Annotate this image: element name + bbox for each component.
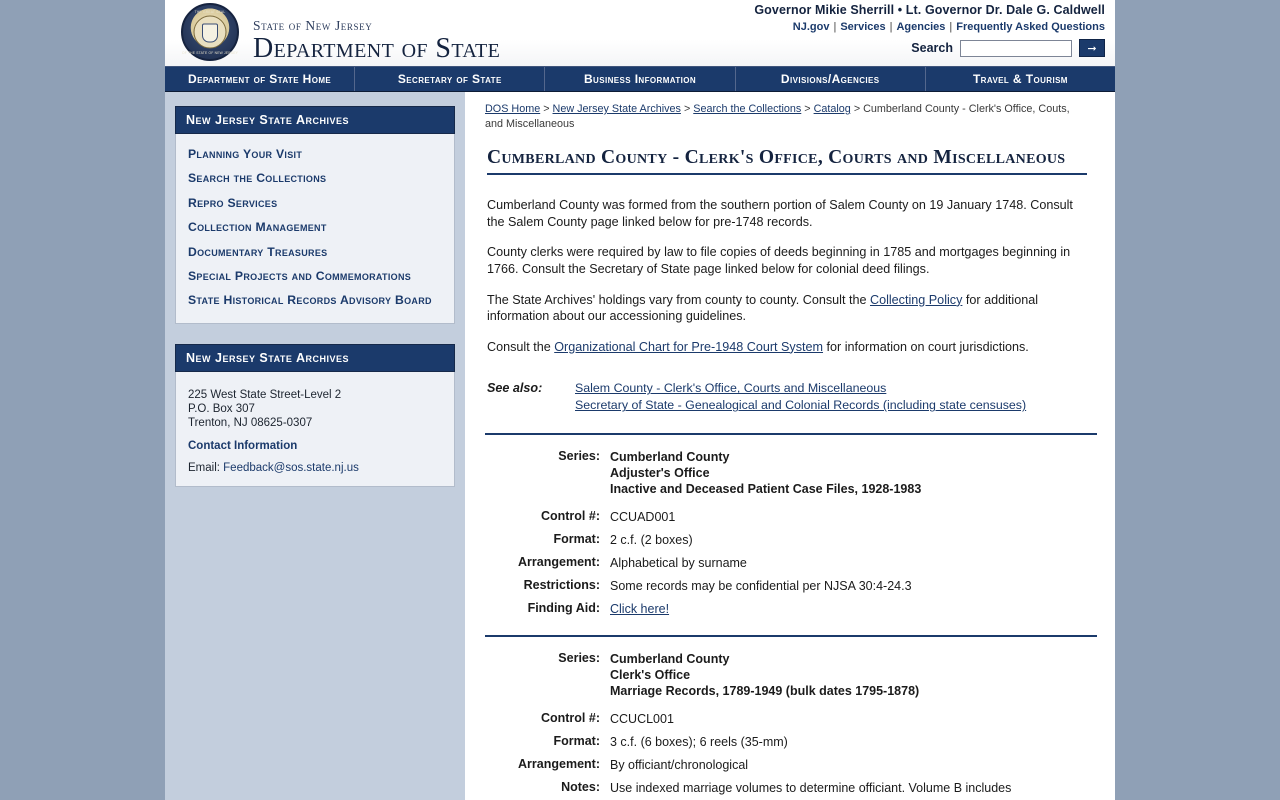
series-line-1: Cumberland County bbox=[610, 450, 730, 465]
record-field-row bbox=[485, 555, 1097, 571]
field-value-arrangement: Alphabetical by surname bbox=[610, 556, 747, 571]
field-label-control: Control #: bbox=[540, 711, 600, 726]
breadcrumb-link-state-archives[interactable]: New Jersey State Archives bbox=[552, 103, 681, 115]
page-title: Cumberland County - Clerk's Office, Courts and Miscellaneous bbox=[487, 147, 1066, 169]
email-link[interactable]: Feedback@sos.state.nj.us bbox=[223, 461, 359, 474]
record-entry bbox=[485, 651, 1097, 796]
intro-paragraph-4 bbox=[487, 339, 1087, 356]
record-series-row bbox=[485, 449, 1097, 497]
record-field-row bbox=[485, 578, 1097, 594]
search-area bbox=[911, 39, 1105, 57]
utility-links bbox=[793, 21, 1105, 33]
utility-link-services[interactable]: Services bbox=[840, 21, 886, 33]
search-label: Search bbox=[911, 41, 953, 55]
address-line-3: Trenton, NJ 08625-0307 bbox=[188, 416, 313, 429]
record-field-row bbox=[485, 509, 1097, 525]
see-also-link-secretary-of-state[interactable]: Secretary of State - Genealogical and Colonial Records (including state censuses) bbox=[575, 398, 1027, 413]
breadcrumb-current: Cumberland County - Clerk's Office, Couts, and Miscellaneous bbox=[485, 103, 1070, 130]
field-value-control: CCUAD001 bbox=[610, 510, 676, 525]
series-line-2: Adjuster's Office bbox=[610, 466, 710, 481]
series-line-3: Inactive and Deceased Patient Case Files, 1928-1983 bbox=[610, 482, 922, 497]
nav-item-travel-tourism[interactable]: Travel & Tourism bbox=[972, 72, 1068, 86]
field-label-arrangement: Arrangement: bbox=[518, 555, 600, 570]
field-label-finding-aid: Finding Aid: bbox=[527, 601, 600, 616]
breadcrumb-separator: > bbox=[683, 103, 691, 115]
intro-paragraph-1: Cumberland County was formed from the southern portion of Salem County on 19 January 1748. Consult the Salem County page linked below for pre-1748 records. bbox=[487, 198, 1073, 229]
paragraph4-before: Consult the bbox=[487, 339, 555, 354]
record-field-row bbox=[485, 757, 1097, 773]
collecting-policy-link[interactable]: Collecting Policy bbox=[869, 292, 963, 307]
email-label: Email: bbox=[188, 461, 220, 474]
record-entry bbox=[485, 449, 1097, 617]
intro-paragraph-2: County clerks were required by law to file copies of deeds beginning in 1785 and mortgages beginning in 1766. Consult the Secretary of State page linked below for colonial deed filings. bbox=[487, 245, 1071, 276]
breadcrumb bbox=[485, 102, 1085, 131]
seal-top-text: THE GREAT SEAL bbox=[194, 10, 226, 14]
sidebar-item-collection-management[interactable]: Collection Management bbox=[188, 220, 327, 235]
department-line: Department of State bbox=[253, 33, 501, 64]
nav-item-divisions-agencies[interactable]: Divisions/Agencies bbox=[736, 67, 926, 91]
series-value bbox=[610, 449, 921, 497]
field-value-restrictions: Some records may be confidential per NJSA 30:4-24.3 bbox=[610, 579, 912, 594]
sidebar-item-documentary-treasures[interactable]: Documentary Treasures bbox=[188, 244, 328, 259]
series-line-3: Marriage Records, 1789-1949 (bulk dates 1795-1878) bbox=[610, 684, 920, 699]
field-value-control: CCUCL001 bbox=[610, 712, 674, 727]
paragraph3-after: for additional information about our accessioning guidelines. bbox=[487, 292, 1039, 324]
record-field-row bbox=[485, 780, 1097, 796]
see-also-section bbox=[487, 381, 1097, 415]
series-line-1: Cumberland County bbox=[610, 652, 730, 667]
sidebar-contact-body bbox=[175, 372, 455, 487]
sidebar bbox=[165, 92, 465, 800]
series-value bbox=[610, 651, 919, 699]
record-field-row bbox=[485, 601, 1097, 617]
sidebar-item-planning-your-visit[interactable]: Planning Your Visit bbox=[188, 147, 303, 161]
breadcrumb-link-catalog[interactable]: Catalog bbox=[813, 103, 851, 115]
series-label: Series: bbox=[558, 449, 600, 464]
field-value-arrangement: By officiant/chronological bbox=[610, 758, 749, 773]
main-navigation bbox=[165, 66, 1115, 92]
utility-link-agencies[interactable]: Agencies bbox=[896, 21, 946, 33]
field-value-notes: Use indexed marriage volumes to determine officiant. Volume B includes bbox=[610, 781, 1012, 796]
paragraph4-after: for information on court jurisdictions. bbox=[823, 339, 1029, 354]
sidebar-nav-title: New Jersey State Archives bbox=[175, 106, 455, 134]
utility-sep: | bbox=[949, 21, 953, 33]
record-field-row bbox=[485, 711, 1097, 727]
record-series-row bbox=[485, 651, 1097, 699]
title-divider bbox=[487, 173, 1087, 175]
field-value-format: 2 c.f. (2 boxes) bbox=[610, 533, 693, 548]
sidebar-item-search-the-collections[interactable]: Search the Collections bbox=[188, 171, 327, 186]
email-row bbox=[176, 456, 454, 476]
sidebar-item-special-projects[interactable]: Special Projects and Commemorations bbox=[188, 268, 412, 283]
state-line: State of New Jersey bbox=[253, 18, 373, 33]
nav-item-dos-home[interactable]: Department of State Home bbox=[165, 67, 355, 91]
seal-bottom-text: OF THE STATE OF NEW JERSEY bbox=[181, 51, 239, 55]
sidebar-contact-panel bbox=[175, 344, 455, 487]
nav-item-secretary-of-state[interactable]: Secretary of State bbox=[355, 67, 545, 91]
field-label-notes: Notes: bbox=[561, 780, 600, 795]
site-title[interactable] bbox=[253, 18, 500, 64]
breadcrumb-separator: > bbox=[804, 103, 811, 115]
record-divider bbox=[485, 635, 1097, 637]
breadcrumb-separator: > bbox=[543, 103, 550, 115]
see-also-links bbox=[575, 381, 1026, 415]
series-line-2: Clerk's Office bbox=[610, 668, 691, 683]
field-value-format: 3 c.f. (6 boxes); 6 reels (35-mm) bbox=[610, 735, 788, 750]
address-block bbox=[176, 380, 454, 432]
state-seal-icon bbox=[181, 3, 239, 61]
address-line-1: 225 West State Street-Level 2 bbox=[188, 388, 342, 401]
address-line-2: P.O. Box 307 bbox=[188, 402, 255, 415]
search-submit-button[interactable]: ➞ bbox=[1079, 39, 1105, 57]
field-label-format: Format: bbox=[553, 532, 600, 547]
finding-aid-link[interactable]: Click here! bbox=[610, 602, 670, 617]
record-divider bbox=[485, 433, 1097, 435]
utility-sep: | bbox=[889, 21, 893, 33]
breadcrumb-separator: > bbox=[853, 103, 861, 115]
search-input[interactable] bbox=[960, 40, 1072, 57]
field-label-control: Control #: bbox=[540, 509, 600, 524]
field-label-arrangement: Arrangement: bbox=[518, 757, 600, 772]
utility-link-njgov[interactable]: NJ.gov bbox=[792, 21, 830, 33]
record-field-row bbox=[485, 532, 1097, 548]
page-body bbox=[165, 92, 1115, 800]
see-also-link-salem-county[interactable]: Salem County - Clerk's Office, Courts and Miscellaneous bbox=[575, 381, 887, 396]
field-value-finding-aid bbox=[610, 601, 669, 617]
record-field-row bbox=[485, 734, 1097, 750]
nav-item-business-information[interactable]: Business Information bbox=[545, 67, 735, 91]
sidebar-nav-list bbox=[175, 134, 455, 324]
sidebar-item-repro-services[interactable]: Repro Services bbox=[188, 195, 278, 210]
paragraph3-before: The State Archives' holdings vary from county to county. Consult the bbox=[487, 292, 870, 307]
series-label: Series: bbox=[558, 651, 600, 666]
sidebar-item-shrab[interactable]: State Historical Records Advisory Board bbox=[188, 293, 432, 308]
breadcrumb-link-search-collections[interactable]: Search the Collections bbox=[693, 103, 802, 115]
utility-link-faq[interactable]: Frequently Asked Questions bbox=[956, 21, 1105, 33]
see-also-label: See also: bbox=[487, 381, 543, 396]
main-content bbox=[465, 92, 1115, 800]
field-label-format: Format: bbox=[553, 734, 600, 749]
breadcrumb-link-dos-home[interactable]: DOS Home bbox=[485, 103, 541, 115]
org-chart-link[interactable]: Organizational Chart for Pre-1948 Court System bbox=[554, 339, 824, 354]
site-header bbox=[165, 0, 1115, 66]
governor-line: Governor Mikie Sherrill • Lt. Governor Dr. Dale G. Caldwell bbox=[754, 3, 1105, 17]
intro-paragraph-3 bbox=[487, 292, 1087, 325]
utility-sep: | bbox=[833, 21, 837, 33]
site-shell bbox=[165, 0, 1115, 800]
contact-information-link[interactable]: Contact Information bbox=[188, 439, 298, 452]
sidebar-contact-title: New Jersey State Archives bbox=[175, 344, 455, 372]
seal-shield-icon bbox=[202, 24, 218, 43]
field-label-restrictions: Restrictions: bbox=[523, 578, 600, 593]
sidebar-nav-panel bbox=[175, 106, 455, 324]
